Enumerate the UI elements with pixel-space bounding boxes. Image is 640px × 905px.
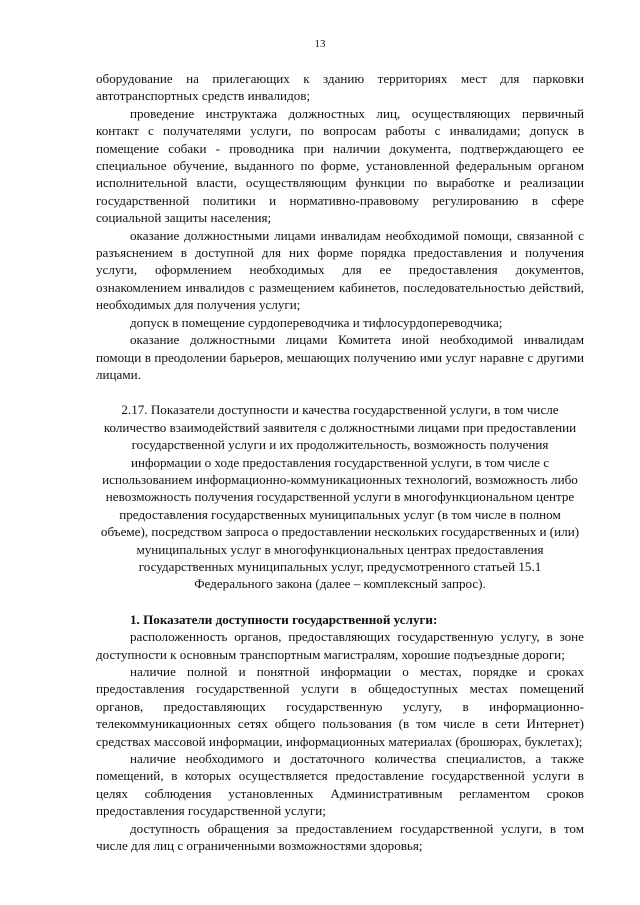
paragraph-access: доступность обращения за предоставлением государственной услуги, в том числе для лиц с ограниченными возможностями здоровья; bbox=[96, 820, 584, 854]
page-content bbox=[96, 70, 584, 854]
section-2-17-heading: 2.17. Показатели доступности и качества государственной услуги, в том числе количество взаимодействий заявителя с должностными лицами при предоставлении государственной услуги и их продолжительность, возможность получения информации о ходе предоставления государственной услуги, в том числе с использованием информационно-коммуникационных технологий, возможность либо невозможность получения государственной услуги в многофункциональном центре предоставления государственных муниципальных услуг (в том числе в полном объеме), посредством запроса о предоставлении нескольких государственных и (или) муниципальных услуг в многофункциональных центрах предоставления государственных муниципальных услуг, предусмотренного статьей 15.1 Федерального закона (далее – комплексный запрос). bbox=[100, 402, 580, 592]
paragraph-parking: оборудование на прилегающих к зданию территориях мест для парковки автотранспортных средств инвалидов; bbox=[96, 71, 584, 104]
paragraph-other-assistance: оказание должностными лицами Комитета иной необходимой инвалидам помощи в преодолении барьеров, мешающих получению ими услуг наравне с другими лицами. bbox=[96, 332, 584, 382]
paragraph-information: наличие полной и понятной информации о местах, порядке и сроках предоставления государственной услуги в общедоступных местах помещений органов, предоставляющих государственную услугу, в информационно-телекоммуникационных сетях общего пользования (в том числе в сети Интернет) средствах массовой информации, информационных материалах (брошюрах, буклетах); bbox=[96, 664, 584, 749]
paragraph-interpreter-admission: допуск в помещение сурдопереводчика и тифлосурдопереводчика; bbox=[130, 314, 503, 330]
paragraph-location: расположенность органов, предоставляющих государственную услугу, в зоне доступности к основным транспортным магистралям, хорошие подъездные дороги; bbox=[96, 629, 584, 662]
accessibility-indicators-heading: 1. Показатели доступности государственной услуги: bbox=[130, 611, 438, 627]
paragraph-specialists: наличие необходимого и достаточного количества специалистов, а также помещений, в которых осуществляется предоставление государственной услуги в целях соблюдения установленных Административным регламентом сроков предоставления государственной услуги; bbox=[96, 751, 584, 819]
paragraph-briefing: проведение инструктажа должностных лиц, осуществляющих первичный контакт с получателями услуги, по вопросам работы с инвалидами; допуск в помещение собаки - проводника при наличии документа, подтверждающего ее специальное обучение, выданного по форме, установленной федеральным органом исполнительной власти, осуществляющим функции по выработке и реализации государственной политики и нормативно-правовому регулированию в сфере социальной защиты населения; bbox=[96, 105, 584, 226]
page-number: 13 bbox=[314, 38, 326, 50]
paragraph-assistance: оказание должностными лицами инвалидам необходимой помощи, связанной с разъяснением в доступной для них форме порядка предоставления и получения услуги, оформлением необходимых для ее предоставления документов, ознакомлением инвалидов с размещением кабинетов, последовательностью действий, необходимых для получения услуги; bbox=[96, 227, 584, 313]
